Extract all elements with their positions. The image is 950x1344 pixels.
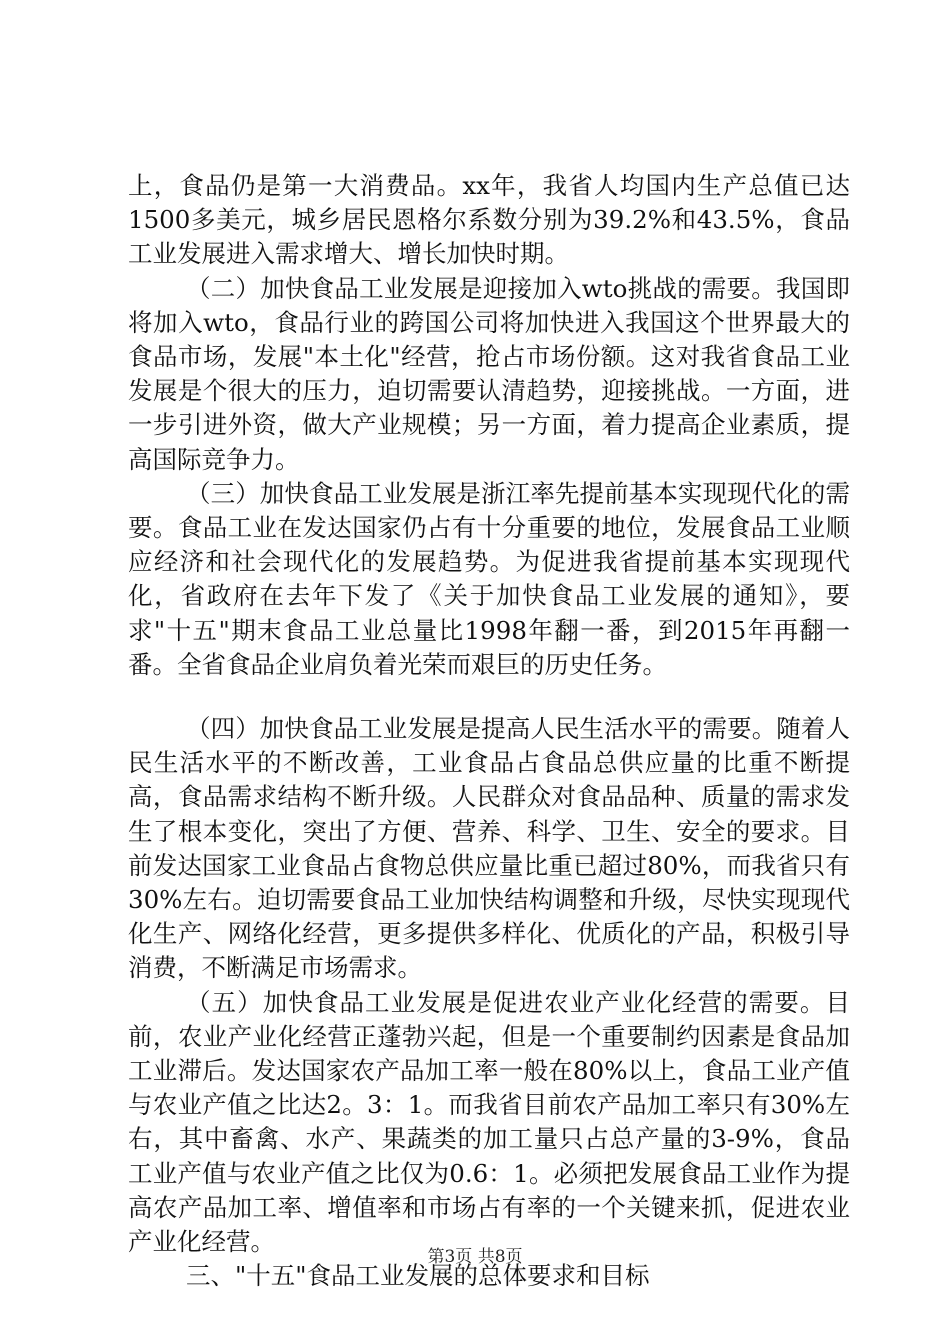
paragraph-section-2: （二）加快食品工业发展是迎接加入wto挑战的需要。我国即将加入wto，食品行业的跨国公司将加快进入我国这个世界最大的食品市场，发展"本土化"经营，抢占市场份额。这对我省食品工业发展是个很大的压力，迫切需要认清趋势，迎接挑战。一方面，进一步引进外资，做大产业规模；另一方面，着力提高企业素质，提高国际竞争力。 [128, 273, 850, 474]
paragraph-section-3: （三）加快食品工业发展是浙江率先提前基本实现现代化的需要。食品工业在发达国家仍占有十分重要的地位，发展食品工业顺应经济和社会现代化的发展趋势。为促进我省提前基本实现现代化，省政府在去年下发了《关于加快食品工业发展的通知》，要求"十五"期末食品工业总量比1998年翻一番，到2015年再翻一番。全省食品企业肩负着光荣而艰巨的历史任务。 [128, 478, 850, 679]
section-heading-3: 三、"十五"食品工业发展的总体要求和目标 [186, 1261, 650, 1291]
paragraph-continuation: 上，食品仍是第一大消费品。xx年，我省人均国内生产总值已达1500多美元，城乡居民恩格尔系数分别为39.2%和43.5%，食品工业发展进入需求增大、增长加快时期。 [128, 171, 850, 269]
paragraph-section-4: （四）加快食品工业发展是提高人民生活水平的需要。随着人民生活水平的不断改善，工业食品占食品总供应量的比重不断提高，食品需求结构不断升级。人民群众对食品品种、质量的需求发生了根本变化，突出了方便、营养、科学、卫生、安全的要求。目前发达国家工业食品占食物总供应量比重已超过80%，而我省只有30%左右。迫切需要食品工业加快结构调整和升级，尽快实现现代化生产、网络化经营，更多提供多样化、优质化的产品，积极引导消费，不断满足市场需求。 [128, 714, 850, 983]
paragraph-section-5: （五）加快食品工业发展是促进农业产业化经营的需要。目前，农业产业化经营正蓬勃兴起，但是一个重要制约因素是食品加工业滞后。发达国家农产品加工率一般在80%以上，食品工业产值与农业产值之比达2。3：1。而我省目前农产品加工率只有30%左右，其中畜禽、水产、果蔬类的加工量只占总产量的3-9%，食品工业产值与农业产值之比仅为0.6：1。必须把发展食品工业作为提高农产品加工率、增值率和市场占有率的一个关键来抓，促进农业产业化经营。 [128, 987, 850, 1257]
document-body [128, 169, 850, 1294]
page-number: 第3页 共8页 [427, 1247, 523, 1267]
page-footer [0, 1246, 950, 1268]
